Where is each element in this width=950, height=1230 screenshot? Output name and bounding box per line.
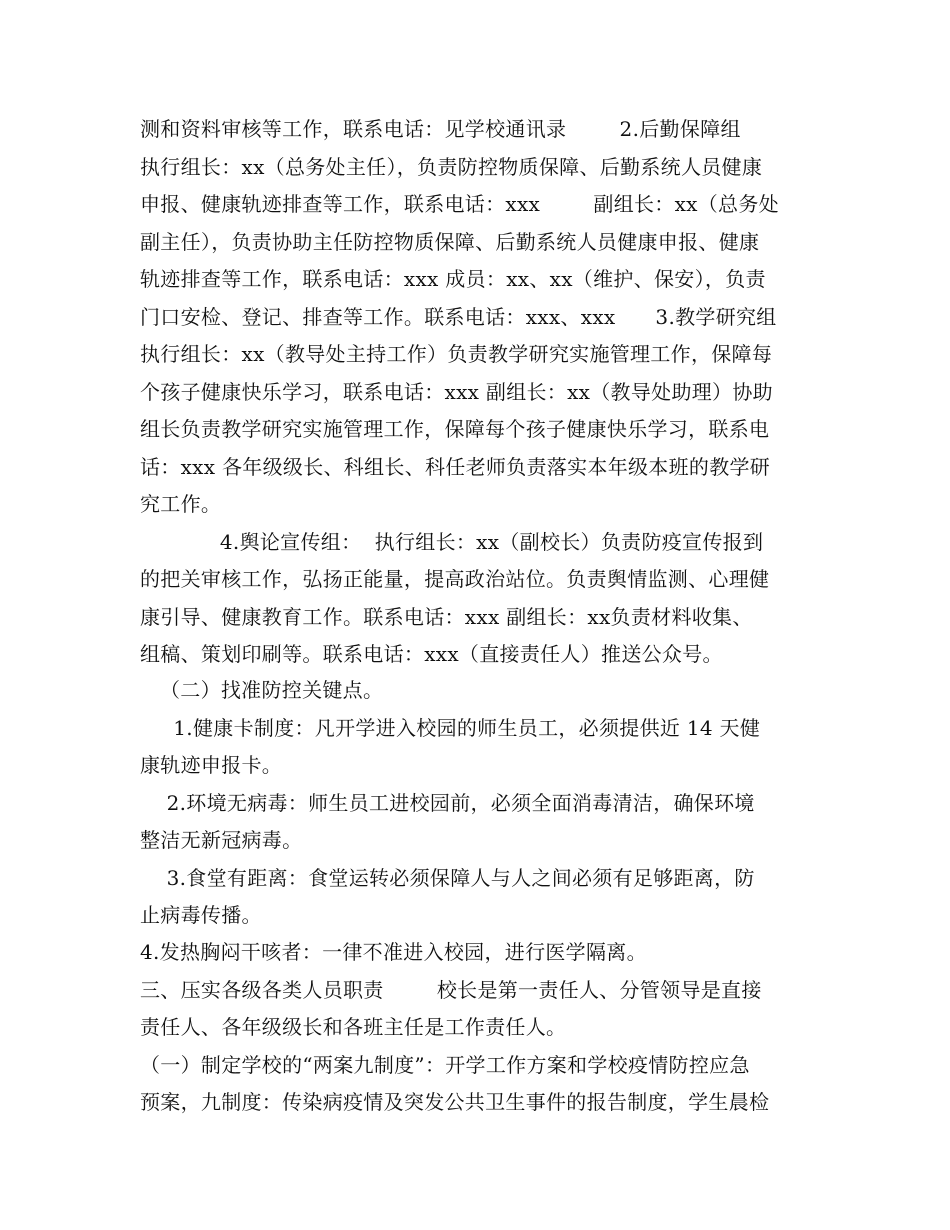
- text-line: 执行组长：xx（教导处主持工作）负责教学研究实施管理工作，保障每: [140, 342, 773, 366]
- text-line: 止病毒传播。: [140, 903, 262, 927]
- text-line: 申报、健康轨迹排查等工作，联系电话：xxx 副组长：xx（总务处: [140, 192, 779, 216]
- text-line: 责任人、各年级级长和各班主任是工作责任人。: [140, 1015, 567, 1039]
- text-line: 4.舆论宣传组： 执行组长：xx（副校长）负责防疫宣传报到: [140, 530, 764, 554]
- text-line: 组稿、策划印刷等。联系电话：xxx（直接责任人）推送公众号。: [140, 642, 723, 666]
- text-line: 副主任），负责协助主任防控物质保障、后勤系统人员健康申报、健康: [140, 230, 760, 254]
- section-heading: （一）制定学校的“两案九制度”：开学工作方案和学校疫情防控应急: [140, 1053, 750, 1077]
- text-line: 个孩子健康快乐学习，联系电话：xxx 副组长：xx（教导处助理）协助: [140, 380, 773, 404]
- text-line: 2.环境无病毒：师生员工进校园前，必须全面消毒清洁，确保环境: [140, 791, 755, 815]
- text-line: 整洁无新冠病毒。: [140, 828, 303, 852]
- text-line: 组长负责教学研究实施管理工作，保障每个孩子健康快乐学习，联系电: [140, 417, 770, 441]
- text-line: 4.发热胸闷干咳者：一律不准进入校园，进行医学隔离。: [140, 940, 647, 964]
- section-heading: 三、压实各级各类人员职责 校长是第一责任人、分管领导是直接: [140, 978, 762, 1002]
- text-line: 执行组长：xx（总务处主任），负责防控物质保障、后勤系统人员健康: [140, 155, 763, 179]
- text-line: 究工作。: [140, 492, 222, 516]
- text-line: 康引导、健康教育工作。联系电话：xxx 副组长：xx负责材料收集、: [140, 605, 753, 629]
- text-line: 1.健康卡制度：凡开学进入校园的师生员工，必须提供近 14 天健: [140, 716, 761, 740]
- text-line: 门口安检、登记、排查等工作。联系电话：xxx、xxx 3.教学研究组: [140, 305, 777, 329]
- text-line: 预案，九制度：传染病疫情及突发公共卫生事件的报告制度，学生晨检: [140, 1090, 770, 1114]
- text-line: 3.食堂有距离：食堂运转必须保障人与人之间必须有足够距离，防: [140, 866, 755, 890]
- section-heading: （二）找准防控关键点。: [140, 678, 384, 702]
- text-line: 轨迹排查等工作，联系电话：xxx 成员：xx、xx（维护、保安），负责: [140, 267, 766, 291]
- text-line: 话：xxx 各年级级长、科组长、科任老师负责落实本年级本班的教学研: [140, 455, 771, 479]
- text-line: 测和资料审核等工作，联系电话：见学校通讯录 2.后勤保障组: [140, 117, 741, 141]
- text-line: 康轨迹申报卡。: [140, 753, 283, 777]
- text-line: 的把关审核工作，弘扬正能量，提高政治站位。负责舆情监测、心理健: [140, 567, 770, 591]
